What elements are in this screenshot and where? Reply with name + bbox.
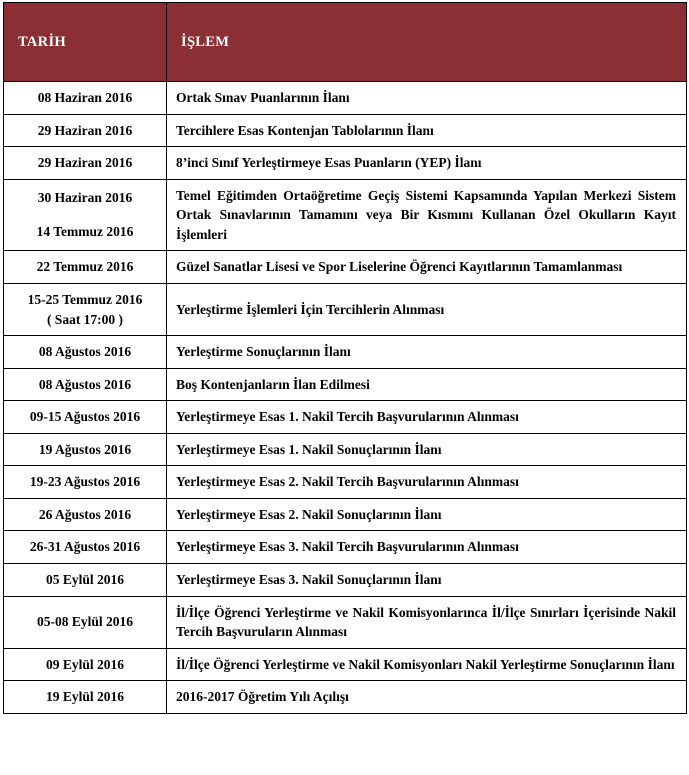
row-action-cell: Yerleştirmeye Esas 3. Nakil Tercih Başvurularının Alınması xyxy=(167,531,687,564)
row-action-cell: 8’inci Sınıf Yerleştirmeye Esas Puanların (YEP) İlanı xyxy=(167,147,687,180)
row-action-cell: Yerleştirme Sonuçlarının İlanı xyxy=(167,336,687,369)
row-date-cell xyxy=(4,596,167,648)
table-row xyxy=(4,336,687,369)
row-date-cell xyxy=(4,648,167,681)
row-date-line: 19 Eylül 2016 xyxy=(45,689,124,705)
row-date-line: 22 Temmuz 2016 xyxy=(36,259,134,275)
row-date-line: 26 Ağustos 2016 xyxy=(38,506,132,522)
row-date-cell xyxy=(4,251,167,284)
row-date-line: 29 Haziran 2016 xyxy=(37,122,133,138)
row-date-line: 09-15 Ağustos 2016 xyxy=(29,409,141,425)
table-row xyxy=(4,433,687,466)
row-action-cell: Yerleştirme İşlemleri İçin Tercihlerin Alınması xyxy=(167,283,687,335)
table-row xyxy=(4,498,687,531)
table-row xyxy=(4,251,687,284)
row-action-cell: Yerleştirmeye Esas 1. Nakil Sonuçlarının İlanı xyxy=(167,433,687,466)
table-header xyxy=(4,3,687,82)
row-date-cell xyxy=(4,564,167,597)
row-date-cell xyxy=(4,179,167,251)
column-header-action: İŞLEM xyxy=(167,3,687,82)
table-row xyxy=(4,368,687,401)
row-date-cell xyxy=(4,147,167,180)
row-action-cell: Ortak Sınav Puanlarının İlanı xyxy=(167,82,687,115)
table-row xyxy=(4,401,687,434)
table-row xyxy=(4,179,687,251)
row-date-line: 08 Ağustos 2016 xyxy=(38,344,132,360)
row-date-line: 09 Eylül 2016 xyxy=(45,656,124,672)
row-date-cell xyxy=(4,336,167,369)
row-date-cell xyxy=(4,466,167,499)
table-body xyxy=(4,82,687,714)
row-action-cell: Tercihlere Esas Kontenjan Tablolarının İlanı xyxy=(167,114,687,147)
row-date-cell xyxy=(4,433,167,466)
row-date-cell xyxy=(4,368,167,401)
row-date-cell xyxy=(4,114,167,147)
row-date-line: 05 Eylül 2016 xyxy=(45,572,124,587)
row-date-cell xyxy=(4,401,167,434)
table-row xyxy=(4,564,687,597)
row-action-cell: Güzel Sanatlar Lisesi ve Spor Liselerine Öğrenci Kayıtlarının Tamamlanması xyxy=(167,251,687,284)
table-row xyxy=(4,681,687,714)
table-header-row xyxy=(4,3,687,82)
schedule-table xyxy=(3,2,687,714)
row-date-cell xyxy=(4,82,167,115)
row-action-cell: 2016-2017 Öğretim Yılı Açılışı xyxy=(167,681,687,714)
column-header-date: TARİH xyxy=(4,3,167,82)
row-date-line: ( Saat 17:00 ) xyxy=(46,311,124,327)
row-action-cell: Yerleştirmeye Esas 2. Nakil Tercih Başvurularının Alınması xyxy=(167,466,687,499)
row-date-cell xyxy=(4,531,167,564)
table-row xyxy=(4,147,687,180)
row-date-line: 30 Haziran 2016 xyxy=(37,190,133,206)
row-date-line: 08 Haziran 2016 xyxy=(37,90,133,105)
table-row xyxy=(4,466,687,499)
table-row xyxy=(4,82,687,115)
table-row xyxy=(4,283,687,335)
row-date-line: 08 Ağustos 2016 xyxy=(38,376,132,392)
table-row xyxy=(4,114,687,147)
row-date-cell xyxy=(4,681,167,714)
row-action-cell: Temel Eğitimden Ortaöğretime Geçiş Sistemi Kapsamında Yapılan Merkezi Sistem Ortak Sınavlarının Tamamını veya Bir Kısmını Kullanan Özel Okulların Kayıt İşlemleri xyxy=(167,179,687,251)
table-row xyxy=(4,648,687,681)
row-date-cell xyxy=(4,283,167,335)
row-action-cell: Boş Kontenjanların İlan Edilmesi xyxy=(167,368,687,401)
row-date-line: 15-25 Temmuz 2016 xyxy=(27,291,143,307)
row-action-cell: İl/İlçe Öğrenci Yerleştirme ve Nakil Komisyonlarınca İl/İlçe Sınırları İçerisinde Nakil Tercih Başvuruların Alınması xyxy=(167,596,687,648)
row-date-cell xyxy=(4,498,167,531)
table-row xyxy=(4,531,687,564)
row-date-line: 19 Ağustos 2016 xyxy=(38,441,132,457)
row-action-cell: İl/İlçe Öğrenci Yerleştirme ve Nakil Komisyonları Nakil Yerleştirme Sonuçlarının İlanı xyxy=(167,648,687,681)
row-date-line: 14 Temmuz 2016 xyxy=(36,224,134,240)
row-action-cell: Yerleştirmeye Esas 3. Nakil Sonuçlarının İlanı xyxy=(167,564,687,597)
row-date-line: 19-23 Ağustos 2016 xyxy=(29,474,141,490)
table-row xyxy=(4,596,687,648)
row-action-cell: Yerleştirmeye Esas 2. Nakil Sonuçlarının İlanı xyxy=(167,498,687,531)
row-date-line: 26-31 Ağustos 2016 xyxy=(29,539,141,555)
row-action-cell: Yerleştirmeye Esas 1. Nakil Tercih Başvurularının Alınması xyxy=(167,401,687,434)
row-date-line: 05-08 Eylül 2016 xyxy=(36,614,133,630)
row-date-line: 29 Haziran 2016 xyxy=(37,155,133,171)
